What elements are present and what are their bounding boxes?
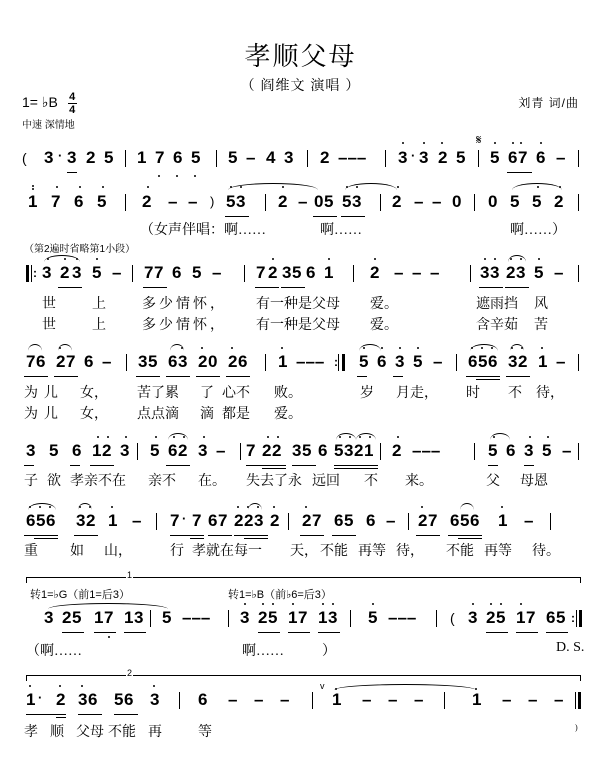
key-label: 1= ♭B [22, 94, 58, 111]
author-credit: 刘青 词/曲 [518, 96, 579, 110]
lyric-v2: 世 [42, 318, 56, 333]
modulation-label-1: 转1=♭G（前1=后3） [30, 589, 130, 601]
segno-icon: 𝄋 [476, 132, 482, 147]
key-signature [22, 92, 77, 115]
singer-credit: （ 阎维文 演唱 ） [240, 77, 361, 93]
breath-mark: v [320, 681, 325, 691]
lyric-v2: 为儿 [24, 407, 64, 422]
staff-line-5: 3 5 6 1 2 3 5 6 2 3 – 7 2 2 3 5 6 5 3 2 1 2 ––– 5 6 3 5 – [22, 441, 582, 465]
time-signature: $\frac{4}{4}$ [69, 91, 76, 116]
volta-1-label: 1 [127, 570, 133, 580]
dal-segno-label: D. S. [556, 640, 585, 655]
lyric-v1: 子 [24, 474, 38, 489]
lyric-accompaniment-1: （女声伴唱：啊…… [140, 223, 266, 238]
staff-line-3: : 3 2 3 5 – 7 7 6 5 – 7 2 3 5 6 1 2 – – – 3 3 2 3 5 – [22, 263, 582, 287]
staff-line-6: 6 5 6 3 2 1 – 7 · 7 6 7 2 2 3 2 2 7 6 5 6 – 2 7 6 5 6 1 – [22, 511, 582, 535]
lyric-v1: 重 [24, 544, 38, 559]
staff-line-1: ( 3 · 3 2 5 1 7 6 5 5 – 4 3 2 ––– 3 · 3 2 5 𝄋 5 6 7 6 – [22, 148, 582, 172]
volta-2-label: 2 [127, 668, 133, 678]
modulation-label-2: 转1=♭B（前♭6=后3） [228, 589, 332, 601]
lyric-v1: 孝 [24, 725, 38, 740]
staff-line-8: 1 · 2 3 6 5 6 3 6 – – – v 1 – – – 1 – – – [22, 690, 582, 714]
tempo-marking: 中速 深情地 [22, 120, 75, 131]
song-title: 孝顺父母 [244, 41, 357, 71]
lyric-accompaniment-3: 啊……） [510, 223, 566, 238]
lyric-accompaniment-2: 啊…… [320, 223, 362, 238]
volta-2-bracket [26, 675, 581, 676]
volta-1-bracket [26, 577, 581, 578]
staff-line-4: 7 6 2 7 6 – 3 5 6 3 2 0 2 6 1 ––– : 5 6 3 5 – 6 5 6 3 2 1 – [22, 352, 582, 376]
repeat-instruction: （第2遍时省略第1小段） [24, 244, 136, 255]
closing-paren: ) [575, 723, 578, 732]
staff-line-7: 3 2 5 1 7 1 3 5 ––– 3 2 5 1 7 1 3 5 ––– ( 3 2 5 1 7 6 5 : [22, 608, 582, 632]
lyric-v1: 为儿 [24, 386, 64, 401]
lyric-v1: 世 [42, 297, 56, 312]
lyric-v1: （啊…… [26, 644, 82, 659]
staff-line-2: 1 7 6 5 2 – – ) 5 3 2 – 0 5 5 3 2 – – 0 0 5 5 2 [22, 192, 582, 216]
